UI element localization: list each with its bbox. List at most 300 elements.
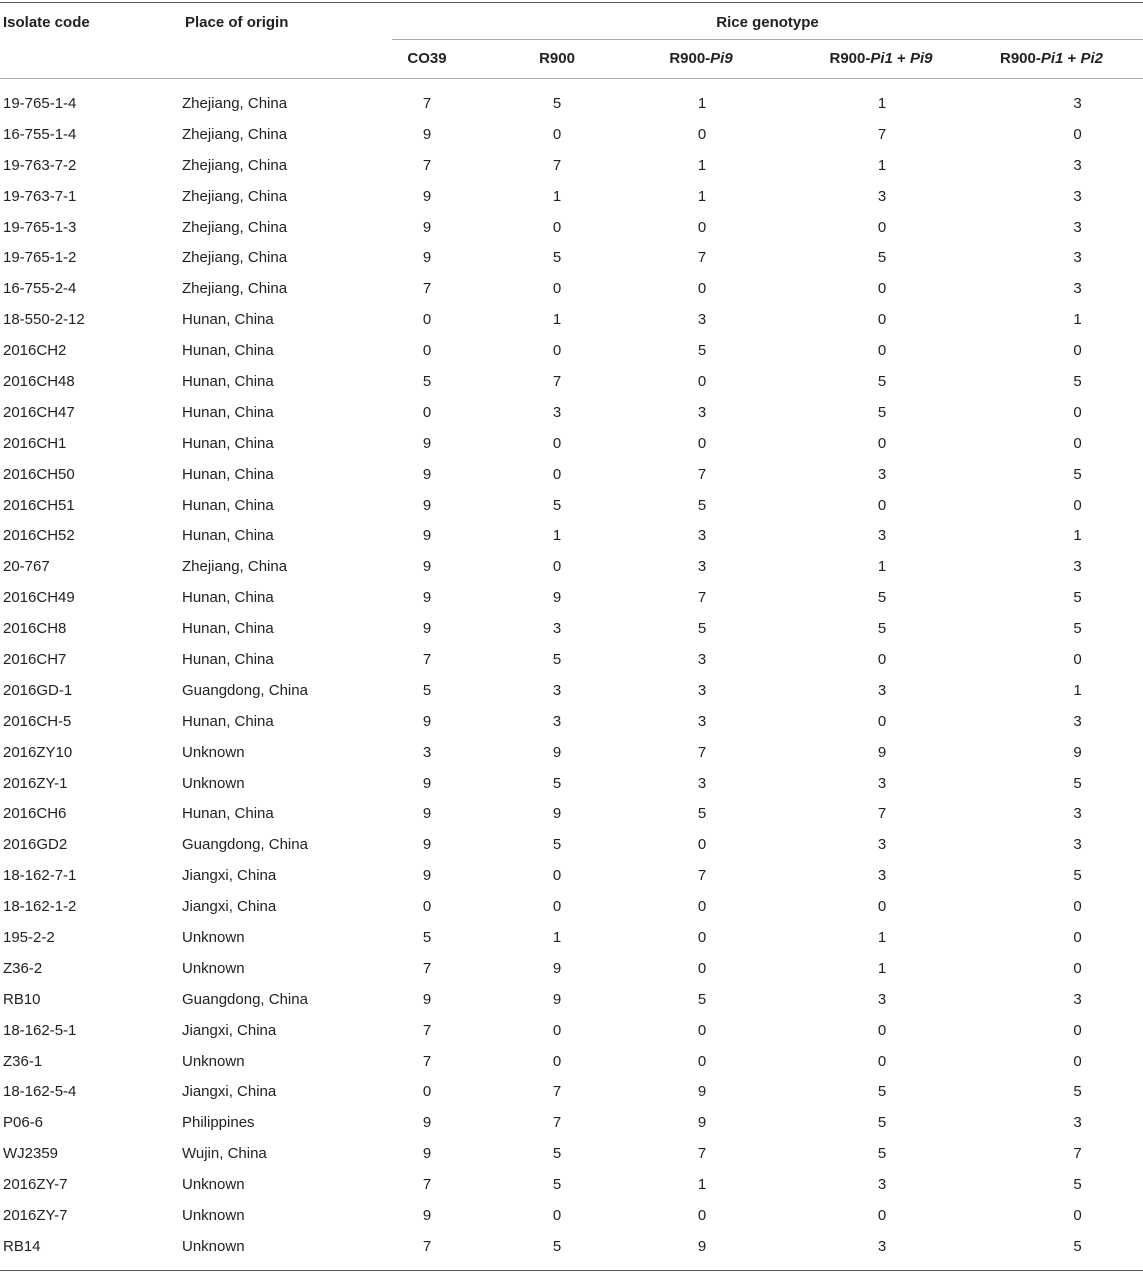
- score-cell-4: 5: [1073, 774, 1082, 792]
- score-cell-3: 3: [877, 836, 887, 854]
- score-cell-4: 3: [1073, 156, 1082, 174]
- score-cell-3: 3: [877, 1176, 887, 1194]
- score-cell-3: 3: [877, 681, 887, 699]
- table-row: [0, 675, 1143, 706]
- isolate-code-cell: WJ2359: [3, 1145, 59, 1163]
- score-cell-3: 5: [877, 249, 887, 267]
- score-cell-3: 5: [877, 1083, 887, 1101]
- score-cell-3: 1: [877, 94, 887, 112]
- score-cell-1: 9: [552, 589, 562, 607]
- table-row: [0, 88, 1143, 119]
- score-cell-1: 5: [552, 496, 562, 514]
- table-row: [0, 1231, 1143, 1262]
- genotype-gene: Pi9: [710, 50, 733, 67]
- score-cell-2: 0: [697, 280, 707, 298]
- score-cell-3: 3: [877, 465, 887, 483]
- score-cell-0: 5: [422, 372, 432, 390]
- isolate-code-cell: Z36-1: [3, 1052, 43, 1070]
- table-row: [0, 582, 1143, 613]
- score-cell-3: 0: [877, 342, 887, 360]
- place-of-origin-cell: Jiangxi, China: [182, 1083, 277, 1101]
- score-cell-4: 0: [1073, 496, 1082, 514]
- place-of-origin-cell: Unknown: [182, 959, 245, 977]
- isolate-code-cell: 2016CH51: [3, 496, 75, 514]
- score-cell-0: 0: [422, 311, 432, 329]
- score-cell-2: 5: [697, 805, 707, 823]
- table-row: [0, 1138, 1143, 1169]
- table-row: [0, 1169, 1143, 1200]
- place-of-origin-cell: Unknown: [182, 743, 245, 761]
- score-cell-1: 7: [552, 372, 562, 390]
- score-cell-1: 0: [552, 434, 562, 452]
- table-row: [0, 829, 1143, 860]
- score-cell-0: 7: [422, 1021, 432, 1039]
- score-cell-3: 0: [877, 1052, 887, 1070]
- table-row: [0, 459, 1143, 490]
- table-row: [0, 428, 1143, 459]
- score-cell-3: 0: [877, 650, 887, 668]
- isolate-code-cell: P06-6: [3, 1114, 44, 1132]
- table-row: [0, 242, 1143, 273]
- score-cell-2: 7: [697, 465, 707, 483]
- score-cell-2: 0: [697, 836, 707, 854]
- score-cell-1: 1: [552, 311, 562, 329]
- score-cell-4: 0: [1073, 959, 1082, 977]
- score-cell-2: 5: [697, 990, 707, 1008]
- score-cell-2: 3: [697, 774, 707, 792]
- score-cell-1: 1: [552, 187, 562, 205]
- isolate-code-cell: 2016CH47: [3, 403, 75, 421]
- score-cell-0: 0: [422, 898, 432, 916]
- score-cell-0: 0: [422, 1083, 432, 1101]
- score-cell-1: 0: [552, 867, 562, 885]
- table-row: [0, 1107, 1143, 1138]
- table-row: [0, 798, 1143, 829]
- isolate-code-cell: 2016CH-5: [3, 712, 72, 730]
- score-cell-2: 3: [697, 527, 707, 545]
- table-row: [0, 150, 1143, 181]
- score-cell-4: 3: [1073, 94, 1082, 112]
- place-of-origin-cell: Unknown: [182, 1052, 245, 1070]
- isolate-code-cell: 2016CH2: [3, 342, 67, 360]
- isolate-code-cell: RB14: [3, 1237, 41, 1255]
- score-cell-1: 0: [552, 1021, 562, 1039]
- score-cell-2: 3: [697, 650, 707, 668]
- score-cell-3: 0: [877, 496, 887, 514]
- isolate-code-cell: 2016CH6: [3, 805, 67, 823]
- score-cell-0: 9: [422, 1207, 432, 1224]
- score-cell-2: 0: [697, 434, 707, 452]
- score-cell-0: 7: [422, 959, 432, 977]
- score-cell-1: 7: [552, 1083, 562, 1101]
- score-cell-3: 3: [877, 1237, 887, 1255]
- place-of-origin-cell: Hunan, China: [182, 342, 274, 360]
- score-cell-2: 7: [697, 249, 707, 267]
- place-of-origin-cell: Guangdong, China: [182, 990, 308, 1008]
- score-cell-3: 0: [877, 1207, 887, 1224]
- score-cell-3: 5: [877, 372, 887, 390]
- place-of-origin-cell: Hunan, China: [182, 372, 274, 390]
- score-cell-2: 0: [697, 125, 707, 143]
- isolate-code-cell: 2016ZY-7: [3, 1176, 68, 1194]
- score-cell-1: 5: [552, 774, 562, 792]
- score-cell-1: 3: [552, 681, 562, 699]
- score-cell-0: 9: [422, 496, 432, 514]
- score-cell-1: 5: [552, 836, 562, 854]
- score-cell-4: 0: [1073, 1021, 1082, 1039]
- score-cell-1: 5: [552, 1176, 562, 1194]
- score-cell-1: 9: [552, 959, 562, 977]
- score-cell-4: 5: [1073, 372, 1082, 390]
- place-of-origin-cell: Philippines: [182, 1114, 255, 1132]
- score-cell-4: 5: [1073, 1176, 1082, 1194]
- score-cell-4: 3: [1073, 280, 1082, 298]
- score-cell-0: 9: [422, 1145, 432, 1163]
- isolate-code-cell: 2016ZY-7: [3, 1207, 68, 1224]
- table-row: [0, 520, 1143, 551]
- score-cell-4: 0: [1073, 898, 1082, 916]
- score-cell-1: 5: [552, 650, 562, 668]
- place-of-origin-cell: Unknown: [182, 1176, 245, 1194]
- score-cell-0: 7: [422, 1176, 432, 1194]
- rice-genotype-rule: [392, 39, 1143, 40]
- place-of-origin-cell: Unknown: [182, 1207, 245, 1224]
- score-cell-3: 5: [877, 589, 887, 607]
- isolate-code-cell: 18-162-5-4: [3, 1083, 77, 1101]
- score-cell-2: 5: [697, 620, 707, 638]
- score-cell-4: 3: [1073, 990, 1082, 1008]
- genotype-plus: +: [1063, 50, 1081, 67]
- score-cell-2: 0: [697, 898, 707, 916]
- table-row: [0, 1015, 1143, 1046]
- place-of-origin-cell: Guangdong, China: [182, 681, 308, 699]
- score-cell-2: 0: [697, 372, 707, 390]
- score-cell-2: 9: [697, 1114, 707, 1132]
- score-cell-0: 7: [422, 94, 432, 112]
- score-cell-1: 9: [552, 743, 562, 761]
- score-cell-2: 3: [697, 558, 707, 576]
- place-of-origin-cell: Zhejiang, China: [182, 218, 288, 236]
- score-cell-3: 0: [877, 218, 887, 236]
- table-row: [0, 119, 1143, 150]
- score-cell-0: 9: [422, 867, 432, 885]
- score-cell-0: 9: [422, 990, 432, 1008]
- table-row: [0, 335, 1143, 366]
- score-cell-4: 5: [1073, 1083, 1082, 1101]
- table-row: [0, 737, 1143, 768]
- score-cell-2: 7: [697, 743, 707, 761]
- score-cell-2: 0: [697, 1207, 707, 1224]
- score-cell-1: 0: [552, 558, 562, 576]
- score-cell-1: 3: [552, 712, 562, 730]
- genotype-plus: +: [892, 50, 910, 67]
- place-of-origin-cell: Hunan, China: [182, 403, 274, 421]
- score-cell-4: 3: [1073, 249, 1082, 267]
- score-cell-1: 0: [552, 1207, 562, 1224]
- score-cell-3: 0: [877, 311, 887, 329]
- score-cell-4: 7: [1073, 1145, 1082, 1163]
- place-of-origin-cell: Zhejiang, China: [182, 280, 288, 298]
- score-cell-0: 9: [422, 125, 432, 143]
- score-cell-3: 1: [877, 558, 887, 576]
- score-cell-4: 3: [1073, 218, 1082, 236]
- isolate-code-cell: RB10: [3, 990, 41, 1008]
- score-cell-0: 9: [422, 527, 432, 545]
- table-row: [0, 1077, 1143, 1108]
- score-cell-0: 9: [422, 712, 432, 730]
- score-cell-0: 9: [422, 589, 432, 607]
- table-row: [0, 922, 1143, 953]
- score-cell-1: 0: [552, 1052, 562, 1070]
- score-cell-1: 7: [552, 1114, 562, 1132]
- score-cell-4: 3: [1073, 558, 1082, 576]
- score-cell-2: 1: [697, 156, 707, 174]
- place-of-origin-cell: Unknown: [182, 928, 245, 946]
- place-of-origin-cell: Jiangxi, China: [182, 1021, 277, 1039]
- header-isolate-code: Isolate code: [3, 14, 90, 31]
- score-cell-3: 0: [877, 712, 887, 730]
- place-of-origin-cell: Zhejiang, China: [182, 125, 288, 143]
- table-row: [0, 551, 1143, 582]
- score-cell-4: 5: [1073, 1237, 1082, 1255]
- table-row: [0, 953, 1143, 984]
- place-of-origin-cell: Jiangxi, China: [182, 867, 277, 885]
- score-cell-0: 9: [422, 187, 432, 205]
- score-cell-1: 5: [552, 1237, 562, 1255]
- score-cell-0: 7: [422, 650, 432, 668]
- table-row: [0, 181, 1143, 212]
- genotype-prefix: R900: [539, 50, 575, 67]
- score-cell-0: 9: [422, 620, 432, 638]
- isolate-code-cell: 195-2-2: [3, 928, 55, 946]
- table-row: [0, 1200, 1143, 1231]
- isolate-code-cell: 2016GD-1: [3, 681, 73, 699]
- place-of-origin-cell: Hunan, China: [182, 465, 274, 483]
- score-cell-2: 7: [697, 589, 707, 607]
- score-cell-3: 1: [877, 959, 887, 977]
- score-cell-2: 0: [697, 218, 707, 236]
- place-of-origin-cell: Unknown: [182, 1237, 245, 1255]
- genotype-prefix: R900-: [669, 50, 711, 67]
- score-cell-4: 5: [1073, 465, 1082, 483]
- score-cell-1: 5: [552, 94, 562, 112]
- score-cell-1: 5: [552, 249, 562, 267]
- place-of-origin-cell: Zhejiang, China: [182, 156, 288, 174]
- score-cell-2: 3: [697, 403, 707, 421]
- genotype-prefix: R900-: [829, 50, 871, 67]
- place-of-origin-cell: Wujin, China: [182, 1145, 267, 1163]
- score-cell-2: 0: [697, 1021, 707, 1039]
- isolate-code-cell: 19-763-7-2: [3, 156, 77, 174]
- isolate-code-cell: 16-755-2-4: [3, 280, 77, 298]
- score-cell-0: 9: [422, 558, 432, 576]
- table-body: [0, 88, 1143, 1262]
- place-of-origin-cell: Hunan, China: [182, 311, 274, 329]
- place-of-origin-cell: Guangdong, China: [182, 836, 308, 854]
- header-genotype-3: [791, 50, 971, 67]
- score-cell-3: 0: [877, 1021, 887, 1039]
- table-row: [0, 304, 1143, 335]
- table-row: [0, 984, 1143, 1015]
- table-row: [0, 706, 1143, 737]
- score-cell-4: 0: [1073, 1207, 1082, 1224]
- isolate-code-cell: 2016ZY-1: [3, 774, 68, 792]
- score-cell-3: 3: [877, 187, 887, 205]
- score-cell-3: 3: [877, 867, 887, 885]
- score-cell-1: 0: [552, 465, 562, 483]
- isolate-code-cell: 2016CH49: [3, 589, 75, 607]
- score-cell-1: 0: [552, 898, 562, 916]
- score-cell-4: 5: [1073, 589, 1082, 607]
- score-cell-3: 9: [877, 743, 887, 761]
- score-cell-2: 0: [697, 928, 707, 946]
- score-cell-2: 1: [697, 94, 707, 112]
- place-of-origin-cell: Zhejiang, China: [182, 558, 288, 576]
- isolate-code-cell: 2016CH1: [3, 434, 67, 452]
- score-cell-4: 1: [1073, 681, 1082, 699]
- genotype-gene: Pi1: [870, 50, 893, 67]
- table-row: [0, 397, 1143, 428]
- header-rule: [0, 78, 1143, 79]
- score-cell-3: 0: [877, 434, 887, 452]
- score-cell-4: 0: [1073, 1052, 1082, 1070]
- score-cell-3: 5: [877, 1114, 887, 1132]
- isolate-code-cell: 18-162-5-1: [3, 1021, 77, 1039]
- header-genotype-2: [611, 50, 791, 67]
- score-cell-4: 3: [1073, 712, 1082, 730]
- score-cell-0: 0: [422, 342, 432, 360]
- score-cell-3: 5: [877, 1145, 887, 1163]
- isolate-code-cell: 18-162-7-1: [3, 867, 77, 885]
- table-row: [0, 860, 1143, 891]
- score-cell-0: 9: [422, 434, 432, 452]
- score-cell-1: 0: [552, 280, 562, 298]
- score-cell-2: 1: [697, 1176, 707, 1194]
- score-cell-4: 0: [1073, 928, 1082, 946]
- score-cell-0: 0: [422, 403, 432, 421]
- header-place-of-origin: Place of origin: [185, 14, 289, 31]
- top-rule: [0, 2, 1143, 3]
- header-genotype-4: [1000, 50, 1143, 67]
- isolate-code-cell: 18-550-2-12: [3, 311, 85, 329]
- isolate-code-cell: 2016ZY10: [3, 743, 73, 761]
- place-of-origin-cell: Hunan, China: [182, 650, 274, 668]
- score-cell-0: 9: [422, 1114, 432, 1132]
- table-row: [0, 1046, 1143, 1077]
- isolate-code-cell: 16-755-1-4: [3, 125, 77, 143]
- score-cell-4: 0: [1073, 125, 1082, 143]
- place-of-origin-cell: Jiangxi, China: [182, 898, 277, 916]
- score-cell-0: 7: [422, 1237, 432, 1255]
- score-cell-0: 3: [422, 743, 432, 761]
- header-rice-genotype: Rice genotype: [716, 14, 819, 31]
- score-cell-1: 7: [552, 156, 562, 174]
- isolate-code-cell: 19-765-1-2: [3, 249, 77, 267]
- score-cell-0: 9: [422, 249, 432, 267]
- score-cell-4: 3: [1073, 1114, 1082, 1132]
- score-cell-3: 7: [877, 805, 887, 823]
- score-cell-1: 3: [552, 620, 562, 638]
- table-row: [0, 891, 1143, 922]
- score-cell-2: 3: [697, 311, 707, 329]
- score-cell-2: 3: [697, 681, 707, 699]
- score-cell-3: 0: [877, 898, 887, 916]
- score-cell-0: 7: [422, 1052, 432, 1070]
- score-cell-4: 3: [1073, 836, 1082, 854]
- score-cell-4: 9: [1073, 743, 1082, 761]
- table-row: [0, 490, 1143, 521]
- score-cell-0: 5: [422, 928, 432, 946]
- score-cell-4: 0: [1073, 403, 1082, 421]
- place-of-origin-cell: Unknown: [182, 774, 245, 792]
- place-of-origin-cell: Hunan, China: [182, 620, 274, 638]
- score-cell-2: 0: [697, 1052, 707, 1070]
- isolate-code-cell: 19-763-7-1: [3, 187, 77, 205]
- score-cell-2: 7: [697, 1145, 707, 1163]
- score-cell-1: 9: [552, 990, 562, 1008]
- score-cell-2: 5: [697, 496, 707, 514]
- score-cell-1: 3: [552, 403, 562, 421]
- table-row: [0, 644, 1143, 675]
- score-cell-1: 0: [552, 218, 562, 236]
- bottom-rule: [0, 1270, 1143, 1271]
- score-cell-4: 1: [1073, 311, 1082, 329]
- score-cell-1: 9: [552, 805, 562, 823]
- place-of-origin-cell: Hunan, China: [182, 434, 274, 452]
- score-cell-4: 3: [1073, 805, 1082, 823]
- table-row: [0, 273, 1143, 304]
- table-row: [0, 366, 1143, 397]
- table-row: [0, 768, 1143, 799]
- isolate-code-cell: 19-765-1-4: [3, 94, 77, 112]
- score-cell-4: 0: [1073, 650, 1082, 668]
- place-of-origin-cell: Hunan, China: [182, 589, 274, 607]
- score-cell-2: 7: [697, 867, 707, 885]
- place-of-origin-cell: Hunan, China: [182, 527, 274, 545]
- score-cell-0: 9: [422, 805, 432, 823]
- score-cell-4: 0: [1073, 342, 1082, 360]
- score-cell-1: 1: [552, 527, 562, 545]
- table-row: [0, 212, 1143, 243]
- score-cell-0: 9: [422, 774, 432, 792]
- isolate-code-cell: 20-767: [3, 558, 50, 576]
- isolate-code-cell: 2016GD2: [3, 836, 68, 854]
- score-cell-2: 0: [697, 959, 707, 977]
- score-cell-3: 3: [877, 990, 887, 1008]
- score-cell-3: 1: [877, 156, 887, 174]
- isolate-code-cell: 2016CH8: [3, 620, 67, 638]
- score-cell-0: 9: [422, 218, 432, 236]
- table-row: [0, 613, 1143, 644]
- genotype-gene-2: Pi9: [909, 50, 933, 67]
- data-table: [0, 88, 1143, 1262]
- score-cell-2: 9: [697, 1237, 707, 1255]
- score-cell-3: 7: [877, 125, 887, 143]
- place-of-origin-cell: Zhejiang, China: [182, 187, 288, 205]
- score-cell-3: 3: [877, 774, 887, 792]
- isolate-code-cell: 2016CH50: [3, 465, 75, 483]
- score-cell-0: 9: [422, 465, 432, 483]
- place-of-origin-cell: Zhejiang, China: [182, 94, 288, 112]
- score-cell-4: 3: [1073, 187, 1082, 205]
- place-of-origin-cell: Hunan, China: [182, 496, 274, 514]
- score-cell-2: 3: [697, 712, 707, 730]
- score-cell-3: 5: [877, 620, 887, 638]
- isolate-code-cell: Z36-2: [3, 959, 43, 977]
- score-cell-2: 9: [697, 1083, 707, 1101]
- score-cell-3: 5: [877, 403, 887, 421]
- score-cell-1: 5: [552, 1145, 562, 1163]
